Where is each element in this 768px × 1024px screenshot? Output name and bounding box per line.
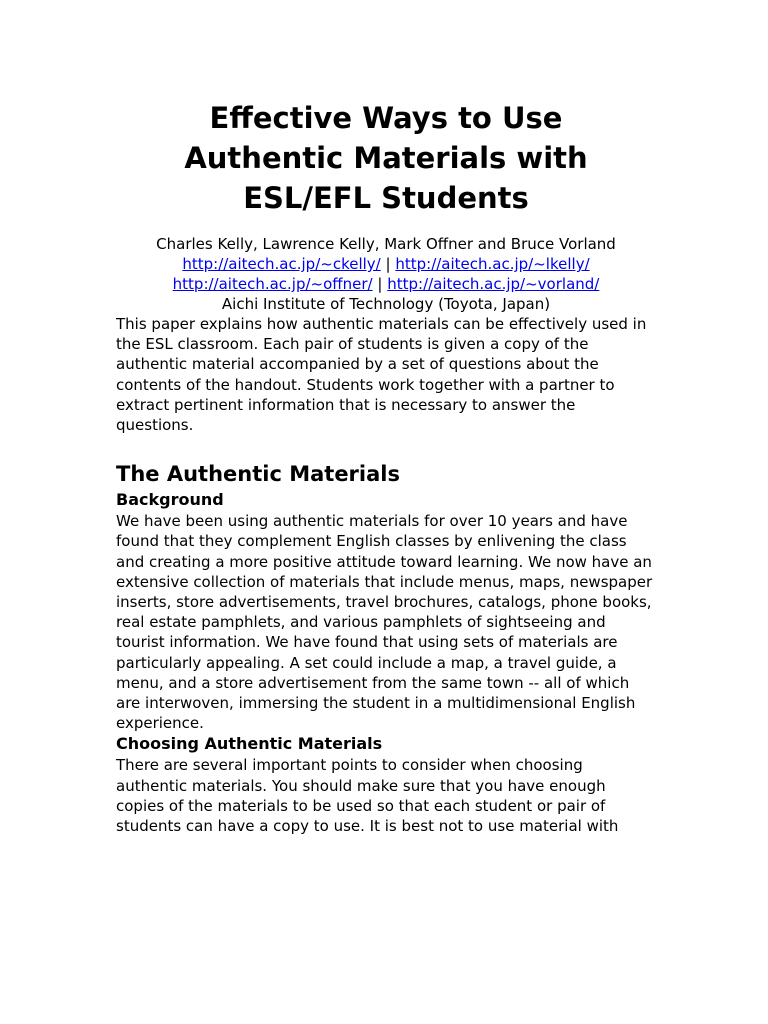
author-link-ckelly[interactable]: http://aitech.ac.jp/~ckelly/ [182, 255, 381, 273]
subheading-choosing-materials: Choosing Authentic Materials [116, 734, 383, 754]
abstract-paragraph: This paper explains how authentic materials can be effectively used in the ESL classroom. Each pair of students is given a copy of the authentic material accompanied by a set of questions about the contents of the handout. Students work together with a partner to extract pertinent information that is necessary to answer the questions. [116, 315, 647, 435]
author-institution: Aichi Institute of Technology (Toyota, Japan) [221, 295, 551, 313]
choosing-paragraph: There are several important points to consider when choosing authentic materials. You should make sure that you have enough copies of the materials to be used so that each student or pair of students can have a copy to use. It is best not to use material with [116, 756, 619, 836]
title-line-2: Authentic Materials with [184, 141, 588, 175]
author-names: Charles Kelly, Lawrence Kelly, Mark Offner and Bruce Vorland [156, 235, 616, 253]
document-content [116, 98, 656, 836]
section-heading-authentic-materials: The Authentic Materials [116, 462, 400, 487]
link-separator: | [377, 275, 383, 293]
author-link-offner[interactable]: http://aitech.ac.jp/~offner/ [172, 275, 373, 293]
title-line-1: Effective Ways to Use [209, 101, 563, 135]
author-links-row-2 [116, 274, 656, 294]
background-paragraph: We have been using authentic materials for over 10 years and have found that they complement English classes by enlivening the class and creating a more positive attitude toward learning. We now have an extensive collection of materials that include menus, maps, newspaper inserts, store advertisements, travel brochures, catalogs, phone books, real estate pamphlets, and various pamphlets of sightseeing and tourist information. We have found that using sets of materials are particularly appealing. A set could include a map, a travel guide, a menu, and a store advertisement from the same town -- all of which are interwoven, immersing the student in a multidimensional English experience. [116, 512, 653, 733]
subheading-background: Background [116, 490, 224, 510]
author-link-lkelly[interactable]: http://aitech.ac.jp/~lkelly/ [395, 255, 590, 273]
paper-title [116, 98, 656, 218]
author-block [116, 234, 656, 314]
title-line-3: ESL/EFL Students [243, 181, 529, 215]
author-link-vorland[interactable]: http://aitech.ac.jp/~vorland/ [387, 275, 600, 293]
link-separator: | [385, 255, 391, 273]
author-links-row-1 [116, 254, 656, 274]
